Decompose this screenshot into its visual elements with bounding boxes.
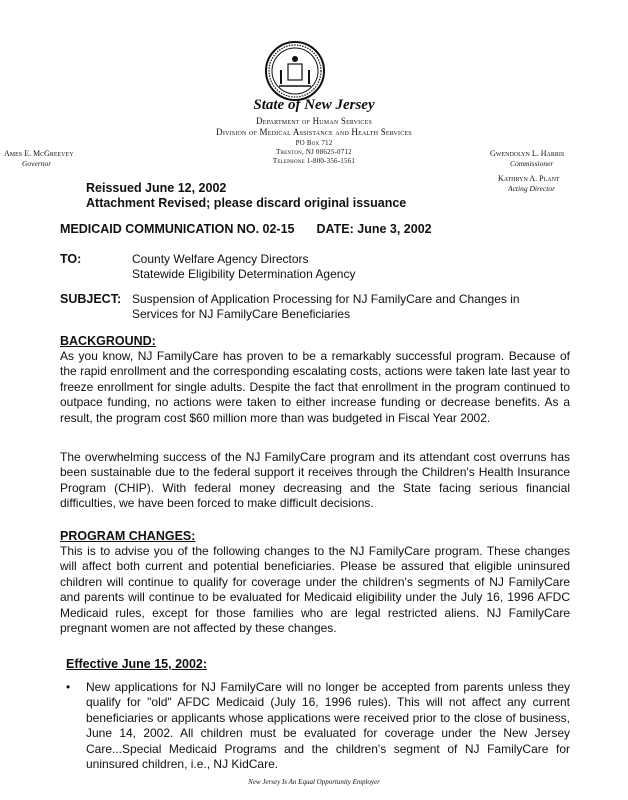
bullet-icon: • bbox=[66, 680, 71, 694]
governor-title: Governor bbox=[22, 159, 52, 168]
bullet-item-1: New applications for NJ FamilyCare will no longer be accepted from parents unless they qualify for "old" AFDC Medicaid (July 16, 1996 rules). This will not affect any current beneficiaries or applicants whose applications were received prior to the close of business, June 14, 2002. All children must be evaluated for coverage under the New Jersey Care...Special Medicaid Programs and the children's segment of NJ FamilyCare for uninsured children, i.e., NJ KidCare. bbox=[86, 680, 570, 772]
background-paragraph-2: The overwhelming success of the NJ FamilyCare program and its attendant cost overruns has been sustainable due to the federal support it receives through the Children's Health Insurance Program (CHIP). With federal money decreasing and the State facing serious financial difficulties, we have been forced to make difficult decisions. bbox=[60, 450, 570, 511]
city-address: Trenton, NJ 08625-0712 bbox=[276, 148, 352, 156]
background-heading: BACKGROUND: bbox=[60, 334, 156, 348]
state-title: State of New Jersey bbox=[253, 97, 375, 113]
background-paragraph-1: As you know, NJ FamilyCare has proven to be a remarkably successful program. Because of the rapid enrollment and the corresponding escalating costs, actions were taken late last year to freeze enrollment for single adults. Despite the fact that enrollment in the program continued to outpace funding, no actions were taken to either increase funding or decrease benefits. As a result, the program cost $60 million more than was budgeted in Fiscal Year 2002. bbox=[60, 349, 570, 425]
subject-label: SUBJECT: bbox=[60, 292, 122, 306]
commissioner-name: Gwendolyn L. Harris bbox=[490, 149, 565, 158]
po-box: PO Box 712 bbox=[295, 139, 333, 147]
telephone: Telephone 1-800-356-1561 bbox=[272, 157, 356, 165]
state-seal-icon bbox=[264, 40, 326, 102]
director-title: Acting Director bbox=[508, 184, 556, 193]
to-label: TO: bbox=[60, 252, 82, 266]
subject-text: Suspension of Application Processing for NJ FamilyCare and Changes in Services for NJ FamilyCare Beneficiaries bbox=[132, 292, 520, 321]
communication-date: DATE: June 3, 2002 bbox=[316, 222, 432, 236]
governor-name: Ames E. McGreevey bbox=[4, 149, 74, 158]
division-name: Division of Medical Assistance and Health Services bbox=[216, 127, 412, 137]
reissue-date: Reissued June 12, 2002 bbox=[86, 181, 227, 195]
reissue-note: Attachment Revised; please discard original issuance bbox=[86, 196, 407, 210]
to-recipient-1: County Welfare Agency Directors bbox=[132, 252, 309, 266]
footer-eoe: New Jersey Is An Equal Opportunity Employer bbox=[248, 778, 380, 786]
to-recipient-2: Statewide Eligibility Determination Agency bbox=[132, 267, 356, 281]
department-name: Department of Human Services bbox=[256, 116, 372, 126]
communication-header bbox=[60, 222, 432, 236]
director-name: Kathryn A. Plant bbox=[498, 174, 560, 183]
effective-date-heading: Effective June 15, 2002: bbox=[66, 657, 208, 671]
program-changes-heading: PROGRAM CHANGES: bbox=[60, 529, 196, 543]
commissioner-title: Commissioner bbox=[510, 159, 554, 168]
program-changes-paragraph: This is to advise you of the following changes to the NJ FamilyCare program. These changes will affect both current and potential beneficiaries. Please be assured that eligible uninsured children will continue to qualify for coverage under the children's segments of NJ FamilyCare and parents will continue to be evaluated for Medicaid eligibility under the July 16, 1996 AFDC Medicaid rules, except for those families who are legal restricted aliens. NJ FamilyCare pregnant women are not affected by these changes. bbox=[60, 544, 570, 636]
communication-number: MEDICAID COMMUNICATION NO. 02-15 bbox=[60, 222, 295, 236]
